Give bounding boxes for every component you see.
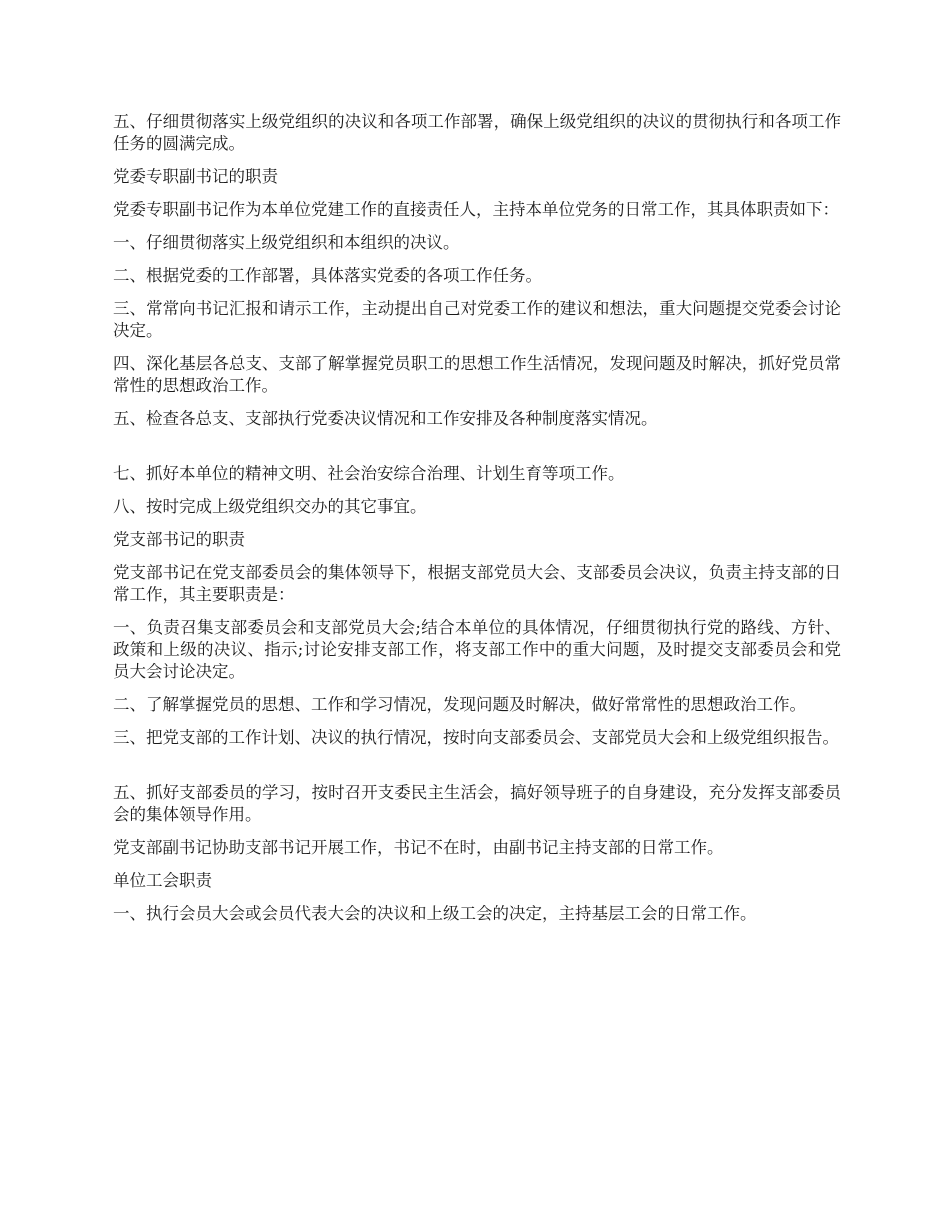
section-heading: 党委专职副书记的职责 <box>113 167 278 186</box>
paragraph: 八、按时完成上级党组织交办的其它事宜。 <box>113 497 427 516</box>
paragraph: 一、仔细贯彻落实上级党组织和本组织的决议。 <box>113 233 460 252</box>
blank-line <box>113 760 841 782</box>
paragraph: 五、抓好支部委员的学习，按时召开支委民主生活会，搞好领导班子的自身建设，充分发挥支部委员会的集体领导作用。 <box>113 783 841 824</box>
paragraph: 二、了解掌握党员的思想、工作和学习情况，发现问题及时解决，做好常常性的思想政治工作。 <box>113 695 806 714</box>
paragraph: 一、负责召集支部委员会和支部党员大会;结合本单位的具体情况，仔细贯彻执行党的路线、方针、政策和上级的决议、指示;讨论安排支部工作，将支部工作中的重大问题，及时提交支部委员会和党员大会讨论决定。 <box>113 618 841 681</box>
paragraph: 一、执行会员大会或会员代表大会的决议和上级工会的决定，主持基层工会的日常工作。 <box>113 904 757 923</box>
paragraph: 党支部副书记协助支部书记开展工作，书记不在时，由副书记主持支部的日常工作。 <box>113 838 724 857</box>
section-heading: 党支部书记的职责 <box>113 530 245 549</box>
paragraph: 四、深化基层各总支、支部了解掌握党员职工的思想工作生活情况，发现问题及时解决，抓好党员常常性的思想政治工作。 <box>113 354 841 395</box>
blank-line <box>113 441 841 463</box>
section-heading: 单位工会职责 <box>113 871 212 890</box>
paragraph: 五、检查各总支、支部执行党委决议情况和工作安排及各种制度落实情况。 <box>113 409 658 428</box>
paragraph: 三、把党支部的工作计划、决议的执行情况，按时向支部委员会、支部党员大会和上级党组织报告。 <box>113 728 839 747</box>
paragraph: 七、抓好本单位的精神文明、社会治安综合治理、计划生育等项工作。 <box>113 464 625 483</box>
paragraph: 三、常常向书记汇报和请示工作，主动提出自己对党委工作的建议和想法，重大问题提交党委会讨论决定。 <box>113 299 841 340</box>
paragraph: 党支部书记在党支部委员会的集体领导下，根据支部党员大会、支部委员会决议，负责主持支部的日常工作，其主要职责是： <box>113 563 841 604</box>
paragraph: 党委专职副书记作为本单位党建工作的直接责任人，主持本单位党务的日常工作，其具体职责如下： <box>113 200 839 219</box>
paragraph: 二、根据党委的工作部署，具体落实党委的各项工作任务。 <box>113 266 542 285</box>
paragraph: 五、仔细贯彻落实上级党组织的决议和各项工作部署，确保上级党组织的决议的贯彻执行和各项工作任务的圆满完成。 <box>113 112 841 153</box>
document-body <box>113 111 841 936</box>
